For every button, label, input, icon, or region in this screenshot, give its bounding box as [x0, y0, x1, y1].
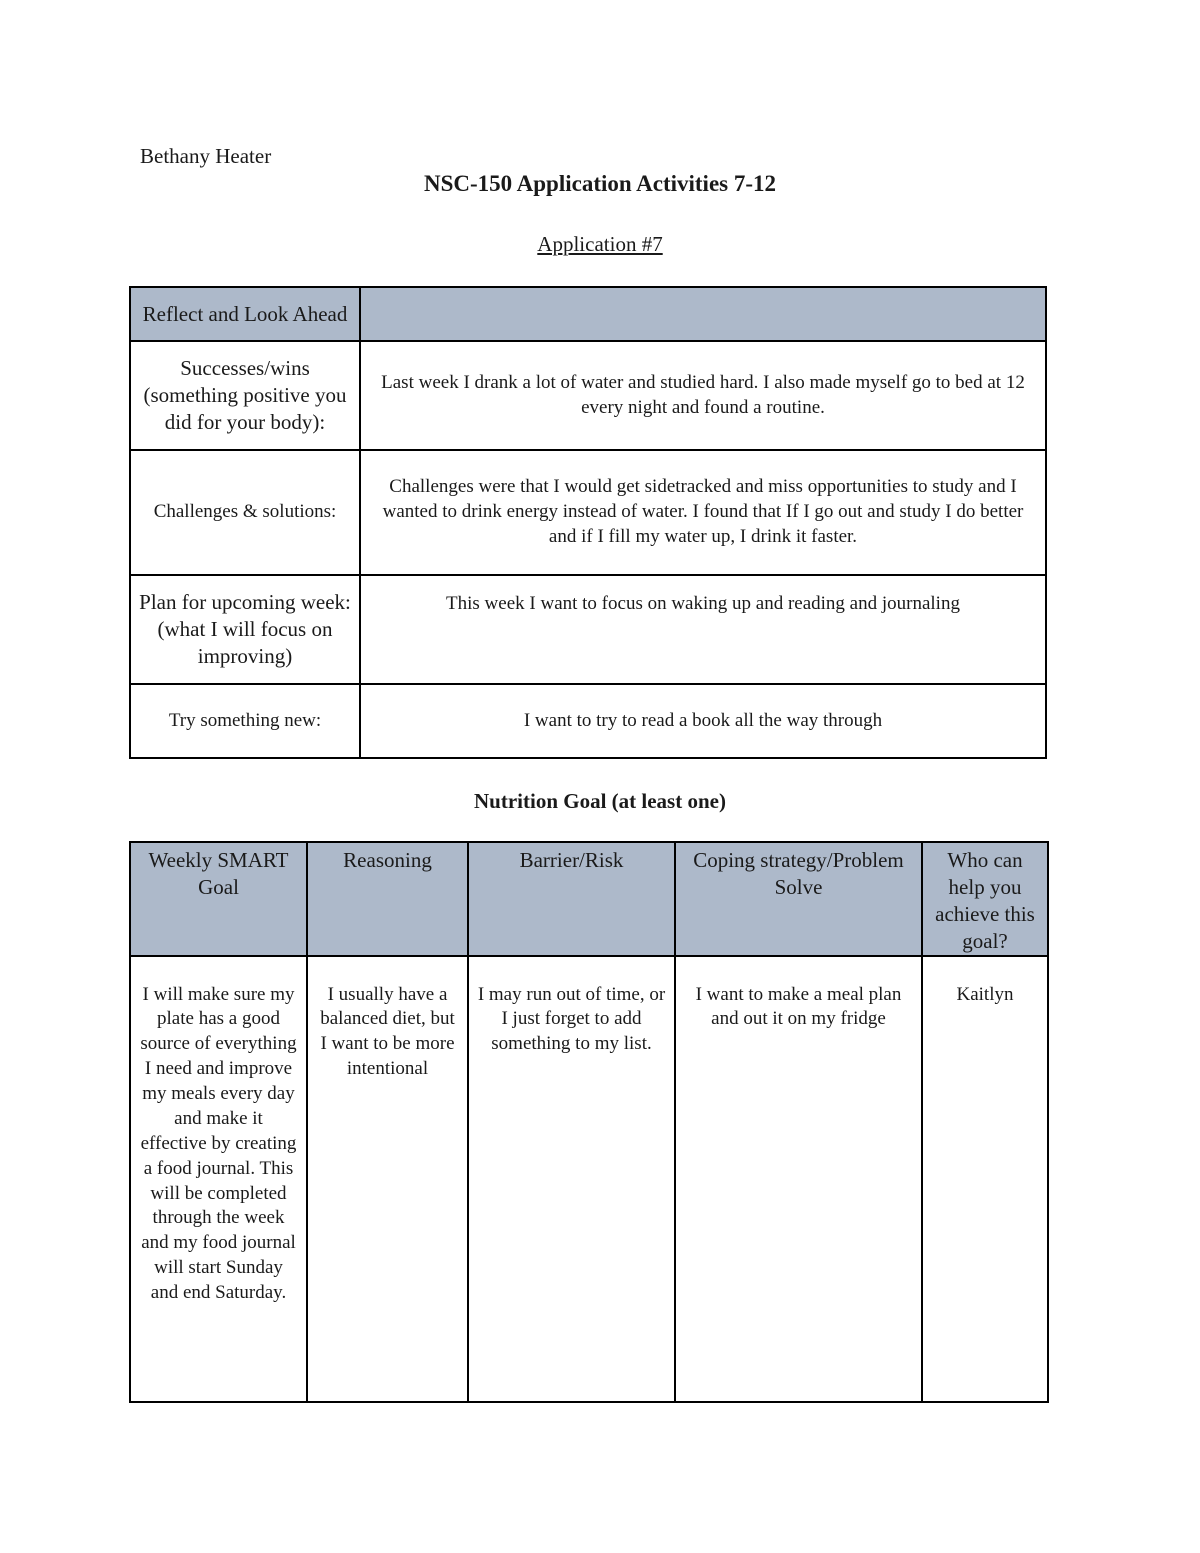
goal-table-header-row	[130, 842, 1048, 956]
plan-label	[130, 575, 360, 684]
document-title: NSC-150 Application Activities 7-12	[423, 171, 777, 196]
challenges-label: Challenges & solutions:	[130, 450, 360, 575]
nutrition-goal-heading: Nutrition Goal (at least one)	[474, 789, 726, 813]
reflect-row-try-new	[130, 684, 1046, 758]
challenges-value: Challenges were that I would get sidetracked and miss opportunities to study and I wanted to drink energy instead of water. I found that If I go out and study I do better and if I fill my water up, I drink it faster.	[360, 450, 1046, 575]
helper-cell: Kaitlyn	[922, 956, 1048, 1402]
reasoning-cell: I usually have a balanced diet, but I want to be more intentional	[307, 956, 468, 1402]
goal-table-row	[130, 956, 1048, 1402]
author-name: Bethany Heater	[140, 144, 272, 168]
smart-goal-cell: I will make sure my plate has a good source of everything I need and improve my meals every day and make it effective by creating a food journal. This will be completed through the week and my food journal will start Sunday and end Saturday.	[130, 956, 307, 1402]
column-header-reasoning: Reasoning	[307, 842, 468, 956]
coping-cell: I want to make a meal plan and out it on my fridge	[675, 956, 922, 1402]
plan-value: This week I want to focus on waking up and reading and journaling	[360, 575, 1046, 684]
column-header-smart-goal: Weekly SMART Goal	[130, 842, 307, 956]
reflect-table	[129, 286, 1047, 759]
column-header-helper: Who can help you achieve this goal?	[922, 842, 1048, 956]
reflect-header-label: Reflect and Look Ahead	[130, 287, 360, 341]
try-new-label: Try something new:	[130, 684, 360, 758]
application-subtitle: Application #7	[537, 232, 663, 256]
try-new-value: I want to try to read a book all the way through	[360, 684, 1046, 758]
successes-value: Last week I drank a lot of water and studied hard. I also made myself go to bed at 12 every night and found a routine.	[360, 341, 1046, 450]
reflect-row-successes	[130, 341, 1046, 450]
nutrition-goal-table	[129, 841, 1049, 1403]
reflect-row-challenges	[130, 450, 1046, 575]
column-header-coping: Coping strategy/Problem Solve	[675, 842, 922, 956]
barrier-cell: I may run out of time, or I just forget to add something to my list.	[468, 956, 675, 1402]
column-header-barrier: Barrier/Risk	[468, 842, 675, 956]
reflect-header-value	[360, 287, 1046, 341]
plan-label-line1: Plan for upcoming week:	[139, 589, 351, 614]
successes-label: Successes/wins (something positive you did for your body):	[130, 341, 360, 450]
plan-label-line2: (what I will focus on improving)	[157, 616, 333, 669]
reflect-table-header-row	[130, 287, 1046, 341]
reflect-row-plan	[130, 575, 1046, 684]
